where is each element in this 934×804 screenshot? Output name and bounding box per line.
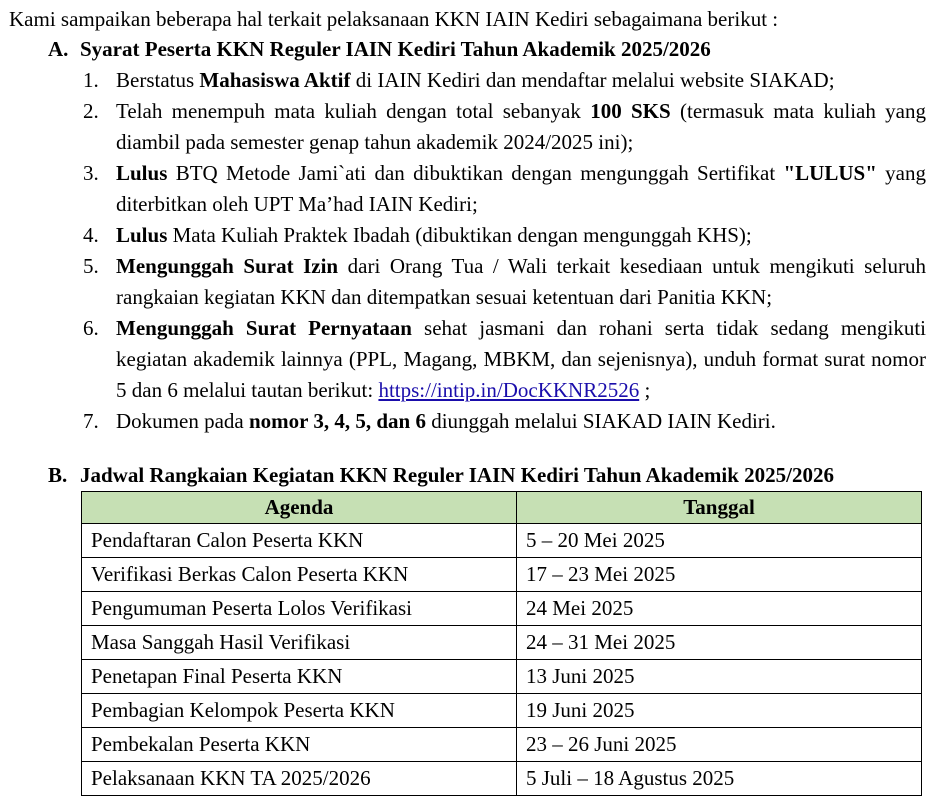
column-header-tanggal: Tanggal	[517, 492, 922, 524]
section-a-title: Syarat Peserta KKN Reguler IAIN Kediri Tahun Akademik 2025/2026	[80, 37, 711, 61]
item-text: yang diterbitkan oleh UPT Ma’had IAIN Kediri;	[116, 161, 927, 216]
section-a-heading	[48, 34, 711, 64]
item-text: Berstatus	[116, 68, 200, 92]
item-text: BTQ Metode Jami`ati dan dibuktikan dengan mengunggah Sertifikat	[167, 161, 784, 185]
item-bold: Lulus	[116, 161, 168, 185]
table-header-row	[82, 492, 922, 524]
item-bold: nomor 3, 4, 5, dan 6	[248, 409, 426, 433]
date-cell: 23 – 26 Juni 2025	[517, 728, 922, 762]
list-item-3	[83, 158, 926, 220]
table-row	[82, 524, 922, 558]
list-item-number: 5.	[83, 254, 99, 278]
column-header-agenda: Agenda	[82, 492, 517, 524]
item-bold: Mengunggah Surat Pernyataan	[116, 316, 412, 340]
item-bold: Lulus	[116, 223, 168, 247]
section-b-title: Jadwal Rangkaian Kegiatan KKN Reguler IAIN Kediri Tahun Akademik 2025/2026	[80, 463, 834, 487]
date-cell: 19 Juni 2025	[517, 694, 922, 728]
intro-text: Kami sampaikan beberapa hal terkait pelaksanaan KKN IAIN Kediri sebagaimana berikut :	[9, 7, 779, 31]
item-bold: Mahasiswa Aktif	[199, 68, 351, 92]
list-item-number: 4.	[83, 223, 99, 247]
list-item-number: 1.	[83, 68, 99, 92]
table-row	[82, 694, 922, 728]
date-cell: 17 – 23 Mei 2025	[517, 558, 922, 592]
list-item-7	[83, 406, 926, 437]
agenda-cell: Pelaksanaan KKN TA 2025/2026	[82, 762, 517, 796]
item-text: di IAIN Kediri dan mendaftar melalui website SIAKAD;	[350, 68, 835, 92]
table-row	[82, 592, 922, 626]
list-item-number: 6.	[83, 316, 99, 340]
list-item-6	[83, 313, 926, 406]
agenda-cell: Penetapan Final Peserta KKN	[82, 660, 517, 694]
schedule-table	[81, 491, 922, 796]
item-bold: Mengunggah Surat Izin	[116, 254, 339, 278]
list-item-5	[83, 251, 926, 313]
section-b-letter: B.	[48, 463, 68, 487]
agenda-cell: Verifikasi Berkas Calon Peserta KKN	[82, 558, 517, 592]
item-text: diunggah melalui SIAKAD IAIN Kediri.	[425, 409, 776, 433]
agenda-cell: Pembekalan Peserta KKN	[82, 728, 517, 762]
list-item-4	[83, 220, 926, 251]
table-row	[82, 762, 922, 796]
agenda-cell: Pendaftaran Calon Peserta KKN	[82, 524, 517, 558]
section-b-heading	[48, 460, 834, 490]
section-a-letter: A.	[48, 37, 69, 61]
list-item-1	[83, 65, 926, 96]
table-row	[82, 626, 922, 660]
list-item-number: 7.	[83, 409, 99, 433]
date-cell: 24 Mei 2025	[517, 592, 922, 626]
agenda-cell: Masa Sanggah Hasil Verifikasi	[82, 626, 517, 660]
date-cell: 5 – 20 Mei 2025	[517, 524, 922, 558]
list-item-2	[83, 96, 926, 158]
table-row	[82, 558, 922, 592]
item-bold: 100 SKS	[590, 99, 671, 123]
item-text: (termasuk mata kuliah yang diambil pada semester genap tahun akademik 2024/2025 ini);	[116, 99, 926, 154]
table-row	[82, 728, 922, 762]
agenda-cell: Pembagian Kelompok Peserta KKN	[82, 694, 517, 728]
list-item-number: 2.	[83, 99, 99, 123]
item-text: Mata Kuliah Praktek Ibadah (dibuktikan dengan mengunggah KHS);	[167, 223, 752, 247]
item-text: Dokumen pada	[116, 409, 249, 433]
table-row	[82, 660, 922, 694]
item-text: ;	[639, 378, 651, 402]
date-cell: 13 Juni 2025	[517, 660, 922, 694]
item-text: dari Orang Tua / Wali terkait kesediaan untuk mengikuti seluruh rangkaian kegiatan KKN dan ditempatkan sesuai ketentuan dari Panitia KKN;	[116, 254, 926, 309]
date-cell: 5 Juli – 18 Agustus 2025	[517, 762, 922, 796]
list-item-number: 3.	[83, 161, 99, 185]
item-text: sehat jasmani dan rohani serta tidak sedang mengikuti kegiatan akademik lainnya (PPL, Magang, MBKM, dan sejenisnya), unduh format surat nomor 5 dan 6 melalui tautan berikut:	[116, 316, 926, 402]
item-text: Telah menempuh mata kuliah dengan total sebanyak	[116, 99, 591, 123]
date-cell: 24 – 31 Mei 2025	[517, 626, 922, 660]
agenda-cell: Pengumuman Peserta Lolos Verifikasi	[82, 592, 517, 626]
document-link[interactable]: https://intip.in/DocKKNR2526	[378, 378, 640, 402]
item-bold: "LULUS"	[783, 161, 877, 185]
